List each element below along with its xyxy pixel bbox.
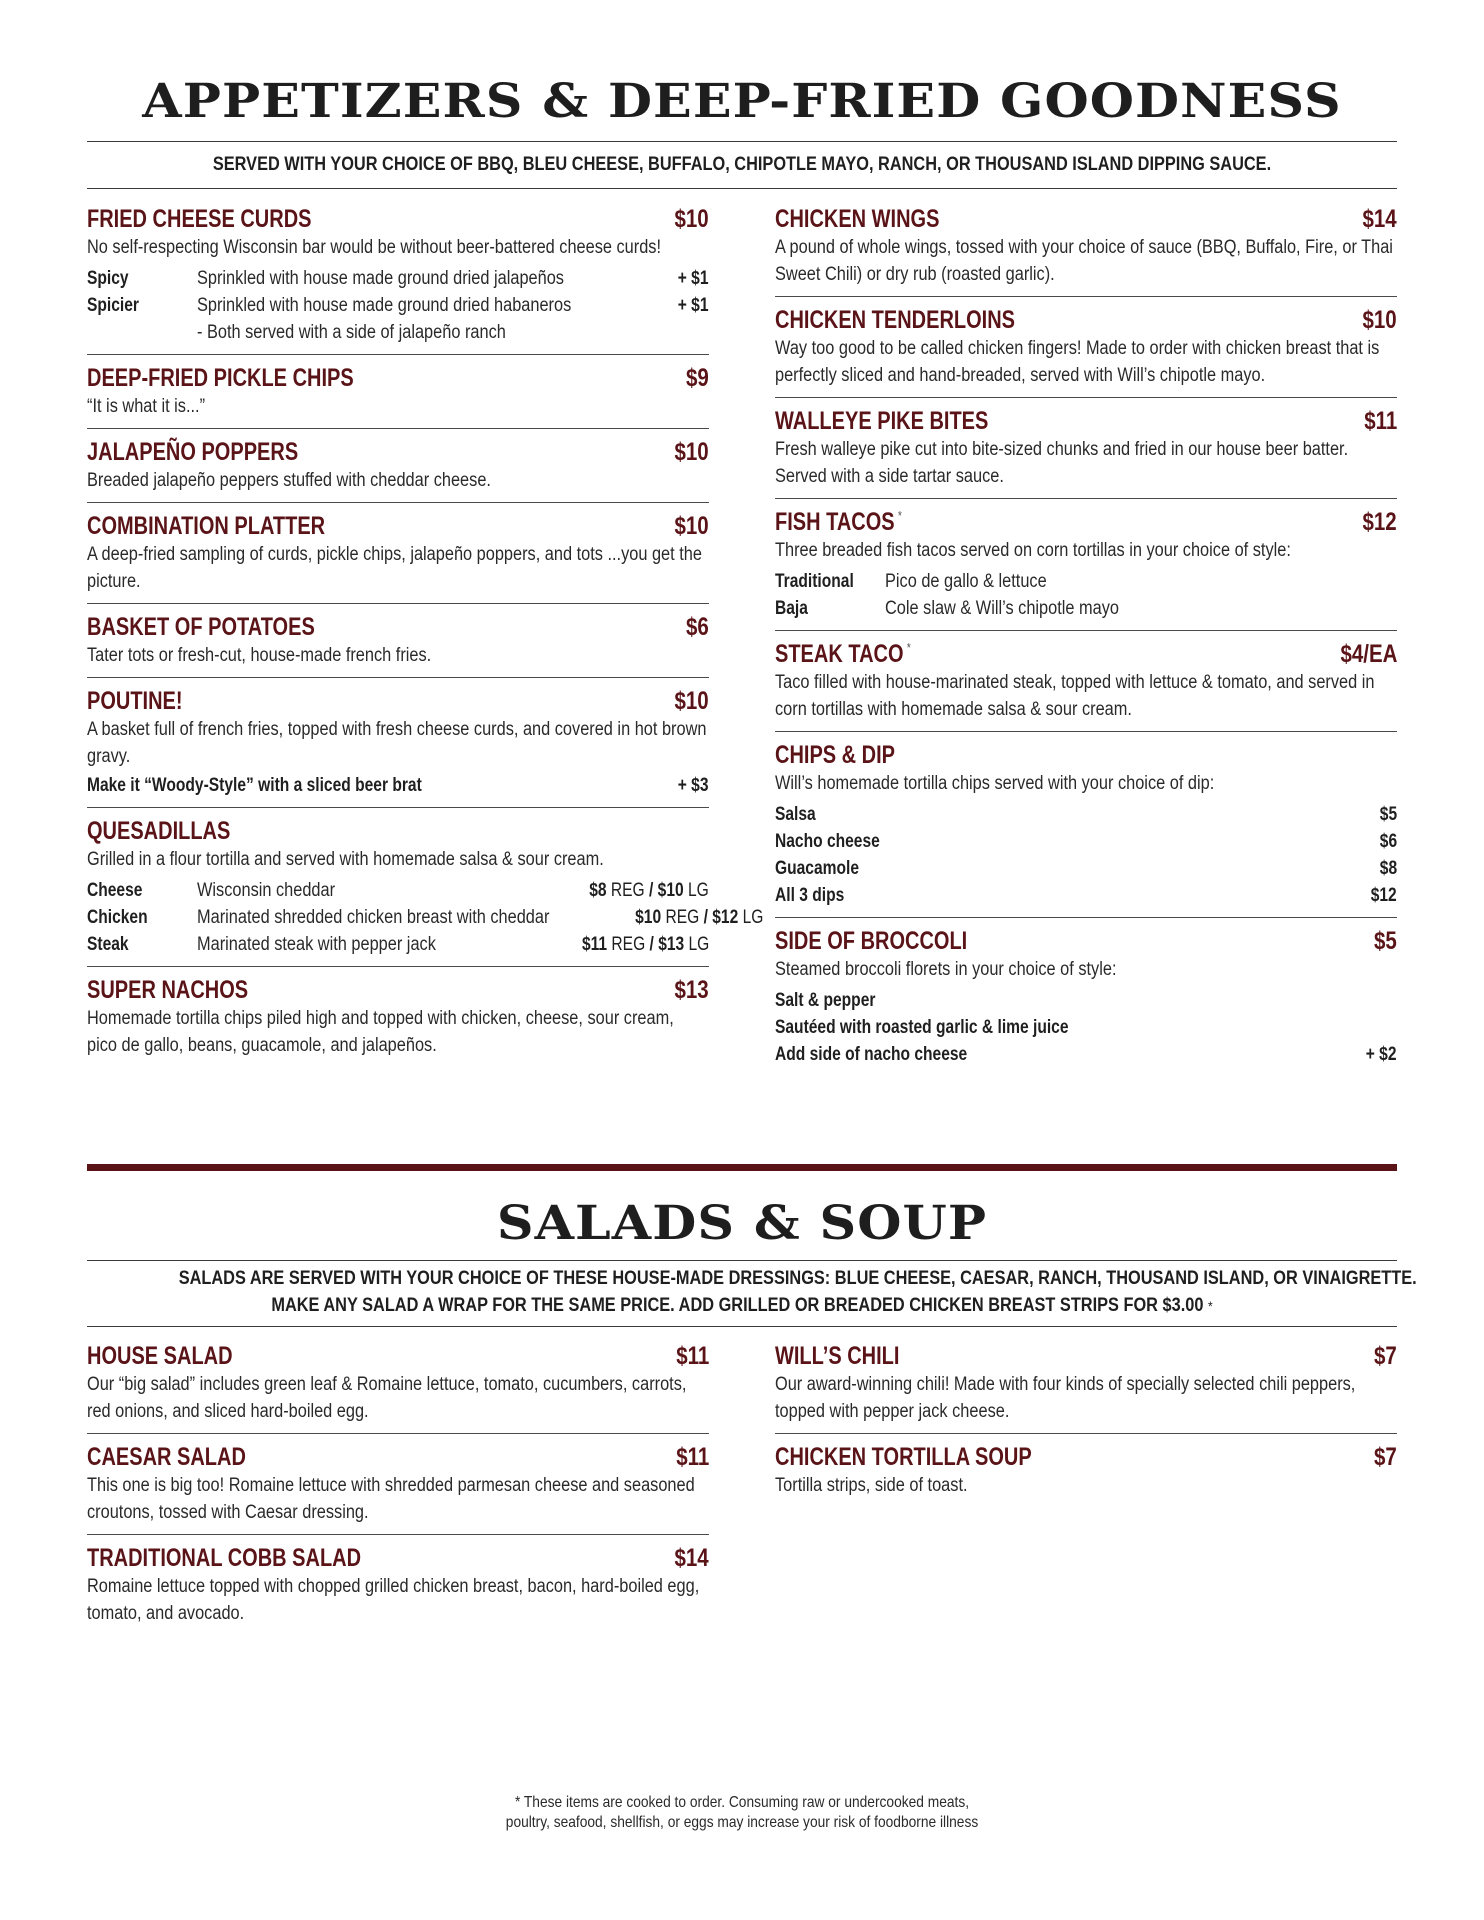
option-row bbox=[775, 987, 1397, 1014]
footnote-line2: poultry, seafood, shellfish, or eggs may increase your risk of foodborne illness bbox=[505, 1814, 979, 1831]
option-label: All 3 dips bbox=[775, 885, 845, 906]
item-price: $7 bbox=[1374, 1443, 1397, 1471]
item-description: “It is what it is...” bbox=[87, 396, 206, 417]
option-label: Chicken bbox=[87, 907, 148, 928]
option-price: $8 bbox=[1379, 858, 1397, 879]
option-row bbox=[87, 319, 709, 346]
menu-item-basket-of-potatoes bbox=[87, 604, 709, 678]
option-row bbox=[775, 1041, 1397, 1068]
item-name: CHIPS & DIP bbox=[775, 741, 896, 769]
item-price: $6 bbox=[686, 613, 709, 641]
appetizers-right-column bbox=[775, 196, 1397, 1076]
menu-item-house-salad bbox=[87, 1333, 709, 1434]
option-label: Salt & pepper bbox=[775, 990, 876, 1011]
item-price: $10 bbox=[674, 438, 709, 466]
option-price: $8 REG / $10 LG bbox=[589, 880, 709, 901]
lg-price: $10 bbox=[657, 880, 684, 901]
appetizers-left-column bbox=[87, 196, 764, 1076]
menu-item-super-nachos bbox=[87, 967, 709, 1067]
menu-item-traditional-cobb-salad bbox=[87, 1535, 709, 1635]
salads-subtitle-line2-text: MAKE ANY SALAD A WRAP FOR THE SAME PRICE. ADD GRILLED OR BREADED CHICKEN BREAST STRIPS FOR $3.00 bbox=[271, 1295, 1204, 1316]
menu-item-poutine bbox=[87, 678, 709, 808]
cooked-to-order-star: * bbox=[897, 508, 902, 523]
item-description: Our award-winning chili! Made with four kinds of specially selected chili peppers, topped with pepper jack cheese. bbox=[775, 1374, 1356, 1422]
option-text: Sprinkled with house made ground dried jalapeños bbox=[197, 268, 564, 289]
lg-label: LG bbox=[688, 934, 709, 955]
option-text: Sprinkled with house made ground dried habaneros bbox=[197, 295, 572, 316]
salads-left-column bbox=[87, 1333, 709, 1635]
option-row bbox=[775, 855, 1397, 882]
salads-right-column bbox=[775, 1333, 1397, 1635]
item-name: WILL’S CHILI bbox=[775, 1342, 900, 1370]
option-row bbox=[87, 772, 709, 799]
item-price: $11 bbox=[1363, 407, 1397, 435]
option-text: Marinated shredded chicken breast with cheddar bbox=[197, 907, 550, 928]
option-row bbox=[775, 801, 1397, 828]
item-name: CHICKEN TENDERLOINS bbox=[775, 306, 1016, 334]
option-label: Salsa bbox=[775, 804, 816, 825]
option-list bbox=[87, 877, 764, 958]
item-name: DEEP-FRIED PICKLE CHIPS bbox=[87, 364, 354, 392]
item-description: Taco filled with house-marinated steak, topped with lettuce & tomato, and served in corn tortillas with homemade salsa & sour cream. bbox=[775, 672, 1375, 720]
item-price: $10 bbox=[674, 205, 709, 233]
option-row bbox=[775, 1014, 1397, 1041]
reg-price: $8 bbox=[589, 880, 607, 901]
item-name bbox=[775, 640, 911, 669]
lg-price: $12 bbox=[712, 907, 739, 928]
menu-item-chicken-tenderloins bbox=[775, 297, 1397, 398]
appetizers-title: APPETIZERS & DEEP-FRIED GOODNESS bbox=[142, 74, 1342, 129]
menu-item-quesadillas bbox=[87, 808, 764, 967]
option-row bbox=[87, 931, 709, 958]
salads-top-rule bbox=[87, 1260, 1397, 1261]
lg-label: LG bbox=[742, 907, 764, 928]
menu-item-steak-taco bbox=[775, 631, 1397, 732]
appetizers-top-rule bbox=[87, 141, 1397, 142]
item-price: $5 bbox=[1374, 927, 1397, 955]
item-price: $11 bbox=[675, 1443, 709, 1471]
item-name: POUTINE! bbox=[87, 687, 183, 715]
option-price: + $3 bbox=[678, 775, 709, 796]
footnote-line1: * These items are cooked to order. Consuming raw or undercooked meats, bbox=[514, 1794, 970, 1811]
menu-page bbox=[87, 0, 1417, 1920]
item-description: A basket full of french fries, topped with fresh cheese curds, and covered in hot brown gravy. bbox=[87, 719, 707, 767]
item-price: $4/EA bbox=[1340, 640, 1397, 668]
option-price: $10 REG / $12 LG bbox=[634, 907, 764, 928]
menu-item-caesar-salad bbox=[87, 1434, 709, 1535]
salads-subtitle-line1: SALADS ARE SERVED WITH YOUR CHOICE OF THESE HOUSE-MADE DRESSINGS: BLUE CHEESE, CAESAR, RANCH, THOUSAND ISLAND, OR VINAIGRETTE. bbox=[178, 1268, 1417, 1289]
item-description: This one is big too! Romaine lettuce with shredded parmesan cheese and seasoned croutons, tossed with Caesar dressing. bbox=[87, 1475, 695, 1523]
menu-item-combination-platter bbox=[87, 503, 709, 604]
option-text: Cole slaw & Will’s chipotle mayo bbox=[885, 598, 1119, 619]
item-description: Way too good to be called chicken fingers! Made to order with chicken breast that is perfectly sliced and hand-breaded, served with Will’s chipotle mayo. bbox=[775, 338, 1380, 386]
reg-label: REG bbox=[665, 907, 700, 928]
cooked-to-order-star: * bbox=[906, 640, 911, 655]
salads-columns bbox=[87, 1333, 1397, 1635]
option-price: + $1 bbox=[678, 268, 709, 289]
item-name: CAESAR SALAD bbox=[87, 1443, 246, 1471]
menu-item-fried-cheese-curds bbox=[87, 196, 709, 355]
option-text: - Both served with a side of jalapeño ranch bbox=[197, 322, 506, 343]
option-row bbox=[775, 568, 1397, 595]
item-name: HOUSE SALAD bbox=[87, 1342, 233, 1370]
item-name: QUESADILLAS bbox=[87, 817, 231, 845]
item-price: $12 bbox=[1362, 508, 1397, 536]
item-price: $10 bbox=[1362, 306, 1397, 334]
option-price: $12 bbox=[1371, 885, 1397, 906]
item-name: BASKET OF POTATOES bbox=[87, 613, 315, 641]
option-price: $11 REG / $13 LG bbox=[581, 934, 709, 955]
item-name: JALAPEÑO POPPERS bbox=[87, 438, 299, 466]
item-description: A pound of whole wings, tossed with your choice of sauce (BBQ, Buffalo, Fire, or Thai Sweet Chili) or dry rub (roasted garlic). bbox=[775, 237, 1393, 285]
foodborne-illness-footnote bbox=[179, 1793, 1306, 1833]
item-name: WALLEYE PIKE BITES bbox=[775, 407, 989, 435]
salads-subtitle-line2 bbox=[179, 1295, 1306, 1317]
menu-item-side-of-broccoli bbox=[775, 918, 1397, 1076]
option-label: Cheese bbox=[87, 880, 143, 901]
option-row bbox=[87, 904, 764, 931]
item-price: $9 bbox=[686, 364, 709, 392]
option-label: Add side of nacho cheese bbox=[775, 1044, 968, 1065]
option-list bbox=[87, 265, 709, 346]
item-description: Homemade tortilla chips piled high and topped with chicken, cheese, sour cream, pico de gallo, beans, guacamole, and jalapeños. bbox=[87, 1008, 674, 1056]
item-price: $10 bbox=[674, 512, 709, 540]
option-text: Pico de gallo & lettuce bbox=[885, 571, 1047, 592]
item-name: CHICKEN WINGS bbox=[775, 205, 940, 233]
item-name-text: STEAK TACO bbox=[775, 640, 904, 668]
option-list bbox=[775, 987, 1397, 1068]
item-description: No self-respecting Wisconsin bar would be without beer-battered cheese curds! bbox=[87, 237, 662, 258]
item-description: Will’s homemade tortilla chips served with your choice of dip: bbox=[775, 773, 1215, 794]
item-description: Grilled in a flour tortilla and served with homemade salsa & sour cream. bbox=[87, 849, 604, 870]
option-row bbox=[87, 877, 709, 904]
reg-price: $11 bbox=[581, 934, 607, 955]
appetizers-sub-rule bbox=[87, 188, 1397, 189]
menu-item-chips-and-dip bbox=[775, 732, 1397, 918]
cooked-to-order-star: * bbox=[1207, 1298, 1213, 1314]
option-price: $6 bbox=[1379, 831, 1397, 852]
option-label: Spicy bbox=[87, 268, 129, 289]
item-name: FRIED CHEESE CURDS bbox=[87, 205, 312, 233]
option-label: Baja bbox=[775, 598, 808, 619]
item-description: Romaine lettuce topped with chopped grilled chicken breast, bacon, hard-boiled egg, tomato, and avocado. bbox=[87, 1576, 700, 1624]
menu-item-jalapeno-poppers bbox=[87, 429, 709, 503]
option-label: Nacho cheese bbox=[775, 831, 880, 852]
lg-label: LG bbox=[688, 880, 709, 901]
item-price: $11 bbox=[675, 1342, 709, 1370]
item-description: Tater tots or fresh-cut, house-made french fries. bbox=[87, 645, 432, 666]
item-price: $10 bbox=[674, 687, 709, 715]
menu-item-walleye-pike-bites bbox=[775, 398, 1397, 499]
option-label: Make it “Woody-Style” with a sliced beer brat bbox=[87, 775, 422, 796]
item-name: CHICKEN TORTILLA SOUP bbox=[775, 1443, 1032, 1471]
item-name-text: FISH TACOS bbox=[775, 508, 895, 536]
option-list bbox=[775, 801, 1397, 909]
option-price: + $2 bbox=[1366, 1044, 1397, 1065]
item-price: $14 bbox=[1362, 205, 1397, 233]
option-label: Spicier bbox=[87, 295, 139, 316]
menu-item-wills-chili bbox=[775, 1333, 1397, 1434]
item-description: Our “big salad” includes green leaf & Romaine lettuce, tomato, cucumbers, carrots, red onions, and sliced hard-boiled egg. bbox=[87, 1374, 687, 1422]
salads-title: SALADS & SOUP bbox=[496, 1196, 988, 1251]
menu-item-chicken-wings bbox=[775, 196, 1397, 297]
item-price: $13 bbox=[674, 976, 709, 1004]
option-label: Steak bbox=[87, 934, 129, 955]
item-name: TRADITIONAL COBB SALAD bbox=[87, 1544, 362, 1572]
item-name: SUPER NACHOS bbox=[87, 976, 249, 1004]
item-name: COMBINATION PLATTER bbox=[87, 512, 326, 540]
reg-label: REG bbox=[611, 934, 645, 955]
option-text: Marinated steak with pepper jack bbox=[197, 934, 436, 955]
option-label: Traditional bbox=[775, 571, 854, 592]
item-description: Breaded jalapeño peppers stuffed with cheddar cheese. bbox=[87, 470, 491, 491]
appetizers-subtitle: SERVED WITH YOUR CHOICE OF BBQ, BLEU CHEESE, BUFFALO, CHIPOTLE MAYO, RANCH, OR THOUSAND ISLAND DIPPING SAUCE. bbox=[212, 154, 1272, 175]
option-row bbox=[87, 265, 709, 292]
option-label: Sautéed with roasted garlic & lime juice bbox=[775, 1017, 1069, 1038]
item-description: A deep-fried sampling of curds, pickle chips, jalapeño poppers, and tots ...you get the picture. bbox=[87, 544, 702, 592]
reg-price: $10 bbox=[634, 907, 661, 928]
item-description: Steamed broccoli florets in your choice of style: bbox=[775, 959, 1117, 980]
menu-item-deep-fried-pickle-chips bbox=[87, 355, 709, 429]
item-price: $14 bbox=[674, 1544, 709, 1572]
option-row bbox=[775, 595, 1397, 622]
appetizers-columns bbox=[87, 196, 1397, 1076]
option-row bbox=[87, 292, 709, 319]
reg-label: REG bbox=[611, 880, 645, 901]
lg-price: $13 bbox=[657, 934, 684, 955]
option-price: $5 bbox=[1379, 804, 1397, 825]
section-divider bbox=[87, 1164, 1397, 1171]
item-description: Three breaded fish tacos served on corn tortillas in your choice of style: bbox=[775, 540, 1291, 561]
item-description: Tortilla strips, side of toast. bbox=[775, 1475, 968, 1496]
item-name: SIDE OF BROCCOLI bbox=[775, 927, 968, 955]
option-row bbox=[775, 828, 1397, 855]
option-label: Guacamole bbox=[775, 858, 859, 879]
item-price: $7 bbox=[1374, 1342, 1397, 1370]
menu-item-fish-tacos bbox=[775, 499, 1397, 631]
option-row bbox=[775, 882, 1397, 909]
item-description: Fresh walleye pike cut into bite-sized chunks and fried in our house beer batter. Served with a side tartar sauce. bbox=[775, 439, 1349, 487]
option-price: + $1 bbox=[678, 295, 709, 316]
option-list bbox=[775, 568, 1397, 622]
salads-sub-rule bbox=[87, 1326, 1397, 1327]
option-text: Wisconsin cheddar bbox=[197, 880, 336, 901]
item-name bbox=[775, 508, 902, 537]
menu-item-chicken-tortilla-soup bbox=[775, 1434, 1397, 1507]
